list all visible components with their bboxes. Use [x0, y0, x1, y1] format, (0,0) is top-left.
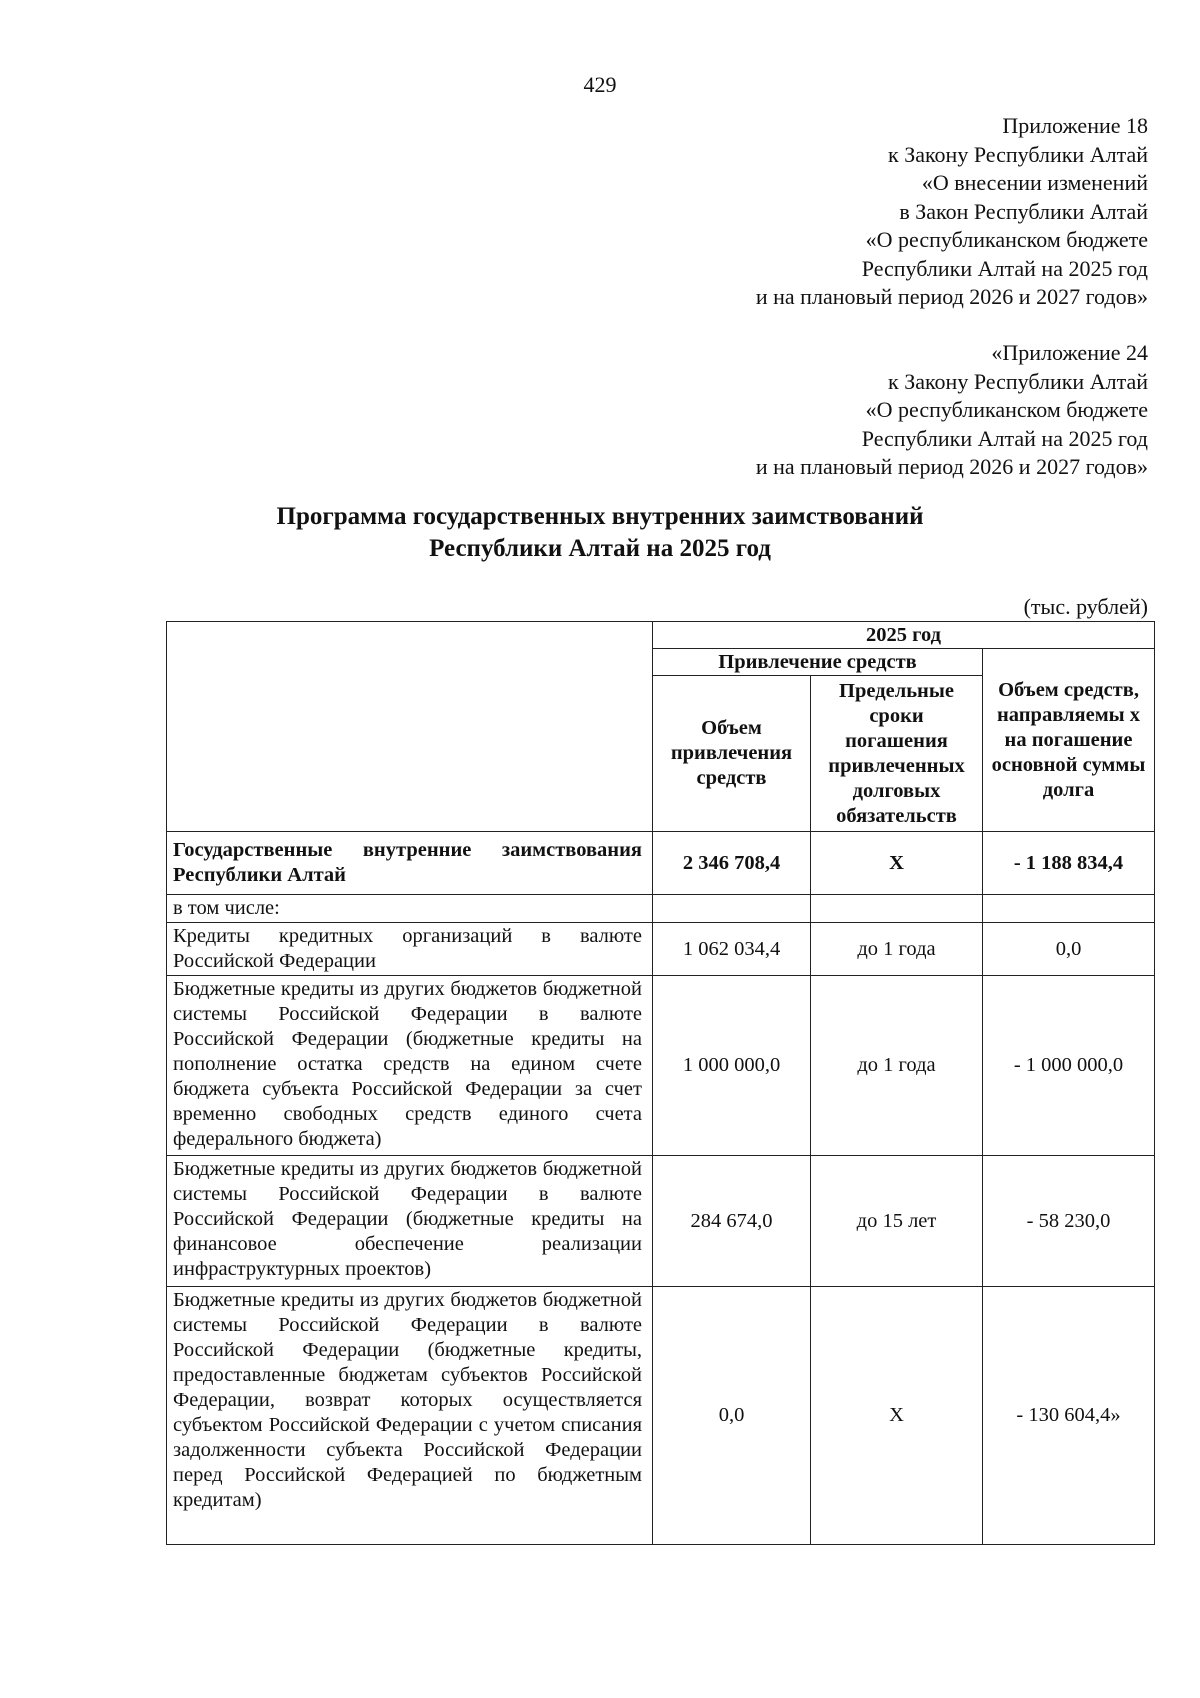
appendix-24-line: «Приложение 24: [991, 340, 1148, 365]
appendix-18-line: в Закон Республики Алтай: [899, 198, 1148, 224]
row-volume: 284 674,0: [653, 1156, 811, 1287]
table-row: [167, 1287, 1155, 1545]
row-term: Х: [811, 1287, 983, 1545]
row-repayment: [983, 895, 1155, 923]
row-repayment: - 1 000 000,0: [983, 976, 1155, 1156]
appendix-18-line: к Закону Республики Алтай: [888, 141, 1148, 167]
row-repayment: - 1 188 834,4: [983, 832, 1155, 895]
row-name: Кредиты кредитных организаций в валюте Российской Федерации: [167, 923, 653, 976]
row-volume: 0,0: [653, 1287, 811, 1545]
appendix-24-line: «О республиканском бюджете: [865, 397, 1148, 422]
appendix-18-line: Республики Алтай на 2025 год: [861, 255, 1148, 281]
row-name: в том числе:: [167, 895, 653, 923]
row-volume: [653, 895, 811, 923]
appendix-18-line: «О внесении изменений: [921, 170, 1148, 195]
row-term: Х: [811, 832, 983, 895]
header-year: 2025 год: [653, 622, 1155, 649]
row-term: [811, 895, 983, 923]
header-attraction: Привлечение средств: [653, 649, 983, 676]
appendix-18-header: [756, 112, 1148, 312]
row-term: до 1 года: [811, 923, 983, 976]
row-term: до 15 лет: [811, 1156, 983, 1287]
page-number: 429: [583, 72, 617, 97]
row-name: Государственные внутренние заимствования Республики Алтай: [167, 832, 653, 895]
row-repayment: 0,0: [983, 923, 1155, 976]
table-row: [167, 895, 1155, 923]
table-row: [167, 1156, 1155, 1287]
row-name: Бюджетные кредиты из других бюджетов бюджетной системы Российской Федерации в валюте Российской Федерации (бюджетные кредиты на пополнение остатка средств на едином счете бюджета субъекта Российской Федерации за счет временно свободных средств единого счета федерального бюджета): [167, 976, 653, 1156]
row-volume: 1 000 000,0: [653, 976, 811, 1156]
document-title: [0, 501, 1200, 565]
appendix-18-line: и на плановый период 2026 и 2027 годов»: [755, 284, 1148, 309]
appendix-18-line: Приложение 18: [1002, 113, 1148, 138]
title-line-1: Программа государственных внутренних заимствований: [276, 503, 924, 530]
header-repayment: Объем средств, направляемы х на погашение основной суммы долга: [983, 649, 1155, 832]
header-volume-attracted: Объем привлечения средств: [653, 676, 811, 832]
units-note: (тыс. рублей): [1023, 594, 1148, 619]
row-repayment: - 130 604,4»: [983, 1287, 1155, 1545]
row-term: до 1 года: [811, 976, 983, 1156]
table-row: [167, 832, 1155, 895]
appendix-24-line: к Закону Республики Алтай: [888, 368, 1148, 394]
appendix-24-line: и на плановый период 2026 и 2027 годов»: [755, 454, 1148, 479]
title-line-2: Республики Алтай на 2025 год: [429, 535, 771, 562]
header-empty-cell: [167, 622, 653, 832]
appendix-24-line: Республики Алтай на 2025 год: [861, 425, 1148, 451]
borrowings-table: [166, 621, 1155, 1545]
row-volume: 1 062 034,4: [653, 923, 811, 976]
row-repayment: - 58 230,0: [983, 1156, 1155, 1287]
header-maturity: Предельные сроки погашения привлеченных долговых обязательств: [811, 676, 983, 832]
table-row: [167, 976, 1155, 1156]
table-row: [167, 923, 1155, 976]
row-name: Бюджетные кредиты из других бюджетов бюджетной системы Российской Федерации в валюте Российской Федерации (бюджетные кредиты на финансовое обеспечение реализации инфраструктурных проектов): [167, 1156, 653, 1287]
row-volume: 2 346 708,4: [653, 832, 811, 895]
appendix-24-header: [756, 339, 1148, 482]
appendix-18-line: «О республиканском бюджете: [865, 227, 1148, 252]
row-name: Бюджетные кредиты из других бюджетов бюджетной системы Российской Федерации в валюте Российской Федерации (бюджетные кредиты, предоставленные бюджетам субъектов Российской Федерации, возврат которых осуществляется субъектом Российской Федерации с учетом списания задолженности субъекта Российской Федерации перед Российской Федерацией по бюджетным кредитам): [167, 1287, 653, 1545]
